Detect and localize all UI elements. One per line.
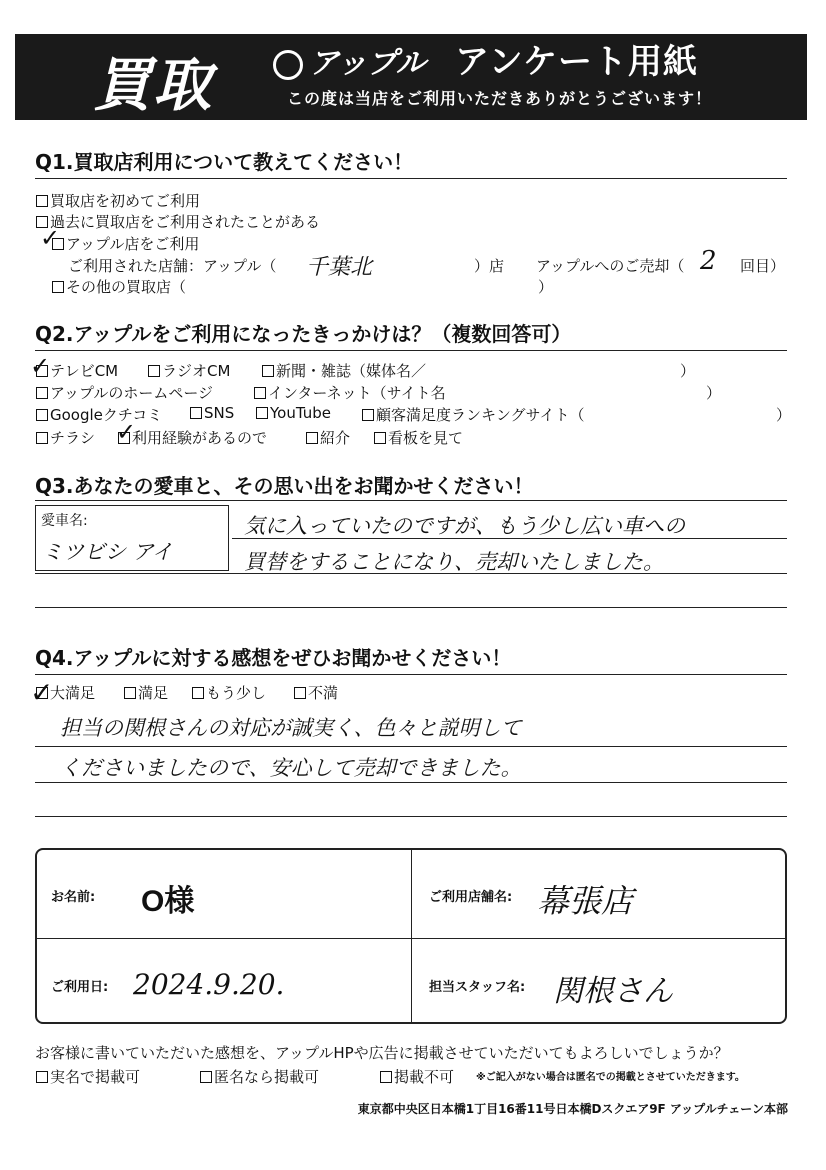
q2-option-label: 顧客満足度ランキングサイト（ — [376, 406, 585, 424]
q2-title: Q2.アップルをご利用になったきっかけは？（複数回答可） — [35, 322, 572, 346]
date-label: ご利用日: — [51, 980, 109, 995]
q1-store-value[interactable]: 千葉北 — [306, 255, 373, 280]
checkbox[interactable] — [52, 281, 64, 293]
q2-divider — [35, 350, 787, 351]
info-vertical-divider — [411, 850, 412, 1022]
q4-answer-rule — [35, 816, 787, 817]
q1-sale-label: アップルへのご売却（ — [536, 257, 685, 275]
q3-answer-line-2[interactable]: 買替をすることになり、売却いたしました。 — [244, 550, 664, 574]
q1-divider — [35, 178, 787, 179]
checkbox[interactable] — [36, 195, 48, 207]
checkbox[interactable] — [36, 387, 48, 399]
consent-option-anonymous[interactable] — [200, 1066, 319, 1087]
consent-option-label: 匿名なら掲載可 — [214, 1068, 320, 1086]
checkbox[interactable] — [306, 432, 318, 444]
consent-option-real-name[interactable] — [36, 1066, 140, 1087]
checkbox[interactable] — [380, 1071, 392, 1083]
q3-answer-rule — [35, 607, 787, 608]
info-horizontal-divider — [37, 938, 785, 939]
name-label: お名前: — [51, 890, 96, 905]
q4-answer-rule — [35, 746, 787, 747]
consent-note: ※ご記入がない場合は匿名での掲載とさせていただきます。 — [476, 1072, 745, 1083]
checkbox[interactable] — [362, 409, 374, 421]
q1-option-first-time[interactable] — [36, 190, 200, 211]
q4-option-so-so[interactable] — [192, 682, 266, 703]
brand-name: アップル — [309, 46, 426, 81]
q4-divider — [35, 674, 787, 675]
apple-brand-icon — [273, 50, 303, 80]
staff-name-label: 担当スタッフ名: — [429, 980, 526, 995]
store-name-value[interactable]: 幕張店 — [537, 882, 634, 920]
q2-row1-close: ） — [680, 362, 696, 380]
checkbox[interactable] — [36, 1071, 48, 1083]
q1-option-label: アップル店をご利用 — [66, 235, 200, 253]
checkbox[interactable] — [294, 687, 306, 699]
checkbox[interactable] — [36, 409, 48, 421]
form-header — [15, 34, 807, 120]
q4-option-label: 不満 — [308, 684, 339, 702]
q2-row3-close: ） — [776, 406, 792, 424]
name-value[interactable]: O様 — [141, 885, 195, 918]
checkbox[interactable] — [124, 687, 136, 699]
car-name-box[interactable] — [35, 505, 229, 571]
q2-option-label: テレビCM — [50, 362, 119, 380]
brand-logo — [273, 38, 426, 82]
header-tagline: この度は当店をご利用いただきありがとうございます！ — [287, 89, 713, 108]
q2-option-radio[interactable] — [148, 360, 230, 381]
checkbox[interactable] — [256, 407, 268, 419]
handwritten-check-icon: ✓ — [40, 224, 61, 252]
q4-option-satisfied[interactable] — [124, 682, 168, 703]
q3-title: Q3.あなたの愛車と、その思い出をお聞かせください！ — [35, 474, 534, 498]
q2-option-label: アップルのホームページ — [50, 384, 214, 402]
q2-option-label: 紹介 — [320, 429, 351, 447]
checkbox[interactable] — [262, 365, 274, 377]
q4-option-label: 満足 — [138, 684, 169, 702]
q2-row2-close: ） — [706, 384, 722, 402]
staff-name-value[interactable]: 関根さん — [553, 974, 673, 1009]
q1-store-label: ご利用された店舗：アップル（ — [68, 257, 277, 275]
q4-option-label: もう少し — [206, 684, 267, 702]
q1-option-label: 買取店を初めてご利用 — [50, 192, 201, 210]
form-title: アンケート用紙 — [455, 42, 698, 82]
consent-option-label: 掲載不可 — [394, 1068, 455, 1086]
q2-option-label: チラシ — [50, 429, 96, 447]
q2-option-label: ラジオCM — [162, 362, 231, 380]
q1-sale-value[interactable]: 2 — [700, 246, 717, 276]
q1-option-label: その他の買取店（ — [66, 278, 187, 296]
q2-option-label: YouTube — [270, 404, 331, 422]
q2-option-label: Googleクチコミ — [50, 406, 163, 424]
handwritten-check-icon: ✓ — [30, 352, 51, 380]
q1-store-suffix: ）店 — [474, 257, 505, 275]
q2-option-homepage[interactable] — [36, 382, 213, 403]
q2-option-google[interactable] — [36, 404, 162, 425]
q4-option-unsatisfied[interactable] — [294, 682, 338, 703]
q4-answer-line-1[interactable]: 担当の関根さんの対応が誠実く、色々と説明して — [60, 716, 522, 740]
q2-option-ranking[interactable] — [362, 404, 585, 425]
customer-info-box — [35, 848, 787, 1024]
q2-option-label: 新聞・雑誌（媒体名／ — [276, 362, 427, 380]
q2-option-label: SNS — [204, 404, 235, 422]
q4-option-label: 大満足 — [50, 684, 96, 702]
checkbox[interactable] — [190, 407, 202, 419]
q3-answer-rule — [232, 538, 787, 539]
company-address: 東京都中央区日本橋1丁目16番11号日本橋Dスクエア9F アップルチェーン本部 — [357, 1102, 788, 1116]
q1-option-label: 過去に買取店をご利用されたことがある — [50, 213, 321, 231]
q2-option-label: 看板を見て — [388, 429, 464, 447]
q1-option-other[interactable] — [52, 276, 186, 297]
checkbox[interactable] — [148, 365, 160, 377]
q2-option-label: インターネット（サイト名 — [268, 384, 446, 402]
q2-option-youtube[interactable] — [256, 404, 331, 422]
q4-answer-line-2[interactable]: くださいましたので、安心して売却できました。 — [60, 756, 522, 780]
q2-option-experience[interactable] — [118, 427, 267, 448]
q2-option-intro[interactable] — [306, 427, 350, 448]
consent-option-label: 実名で掲載可 — [50, 1068, 141, 1086]
q2-option-sns[interactable] — [190, 404, 234, 422]
q1-title: Q1.買取店利用について教えてください！ — [35, 150, 414, 174]
checkbox[interactable] — [36, 432, 48, 444]
q3-divider — [35, 500, 787, 501]
q1-option-apple[interactable] — [52, 233, 199, 254]
q4-answer-rule — [35, 782, 787, 783]
q3-answer-rule — [35, 573, 787, 574]
kaitori-logo-text: 買取 — [93, 51, 214, 119]
consent-question: お客様に書いていただいた感想を、アップルHPや広告に掲載させていただいてもよろしいでしょうか？ — [35, 1044, 729, 1062]
checkbox[interactable] — [374, 432, 386, 444]
checkbox[interactable] — [192, 687, 204, 699]
q3-answer-line-1[interactable]: 気に入っていたのですが、もう少し広い車への — [244, 514, 685, 538]
q2-option-internet[interactable] — [254, 382, 446, 403]
checkbox[interactable] — [200, 1071, 212, 1083]
q2-option-sign[interactable] — [374, 427, 463, 448]
q2-option-label: 利用経験があるので — [132, 429, 268, 447]
q1-other-close: ） — [538, 278, 554, 296]
q1-sale-suffix: 回目） — [740, 257, 786, 275]
handwritten-check-icon: ✓ — [30, 676, 54, 709]
car-name-value[interactable]: ミツビシ アイ — [42, 540, 173, 564]
store-name-label: ご利用店舗名: — [429, 890, 513, 905]
handwritten-check-icon: ✓ — [116, 418, 137, 446]
consent-option-no[interactable] — [380, 1066, 454, 1087]
q1-option-past[interactable] — [36, 211, 320, 232]
checkbox[interactable] — [254, 387, 266, 399]
q2-option-newspaper[interactable] — [262, 360, 426, 381]
car-name-label: 愛車名: — [41, 513, 88, 529]
q2-option-flyer[interactable] — [36, 427, 95, 448]
date-value[interactable]: 2024.9.20. — [133, 968, 285, 1001]
q4-title: Q4.アップルに対する感想をぜひお聞かせください！ — [35, 646, 512, 670]
